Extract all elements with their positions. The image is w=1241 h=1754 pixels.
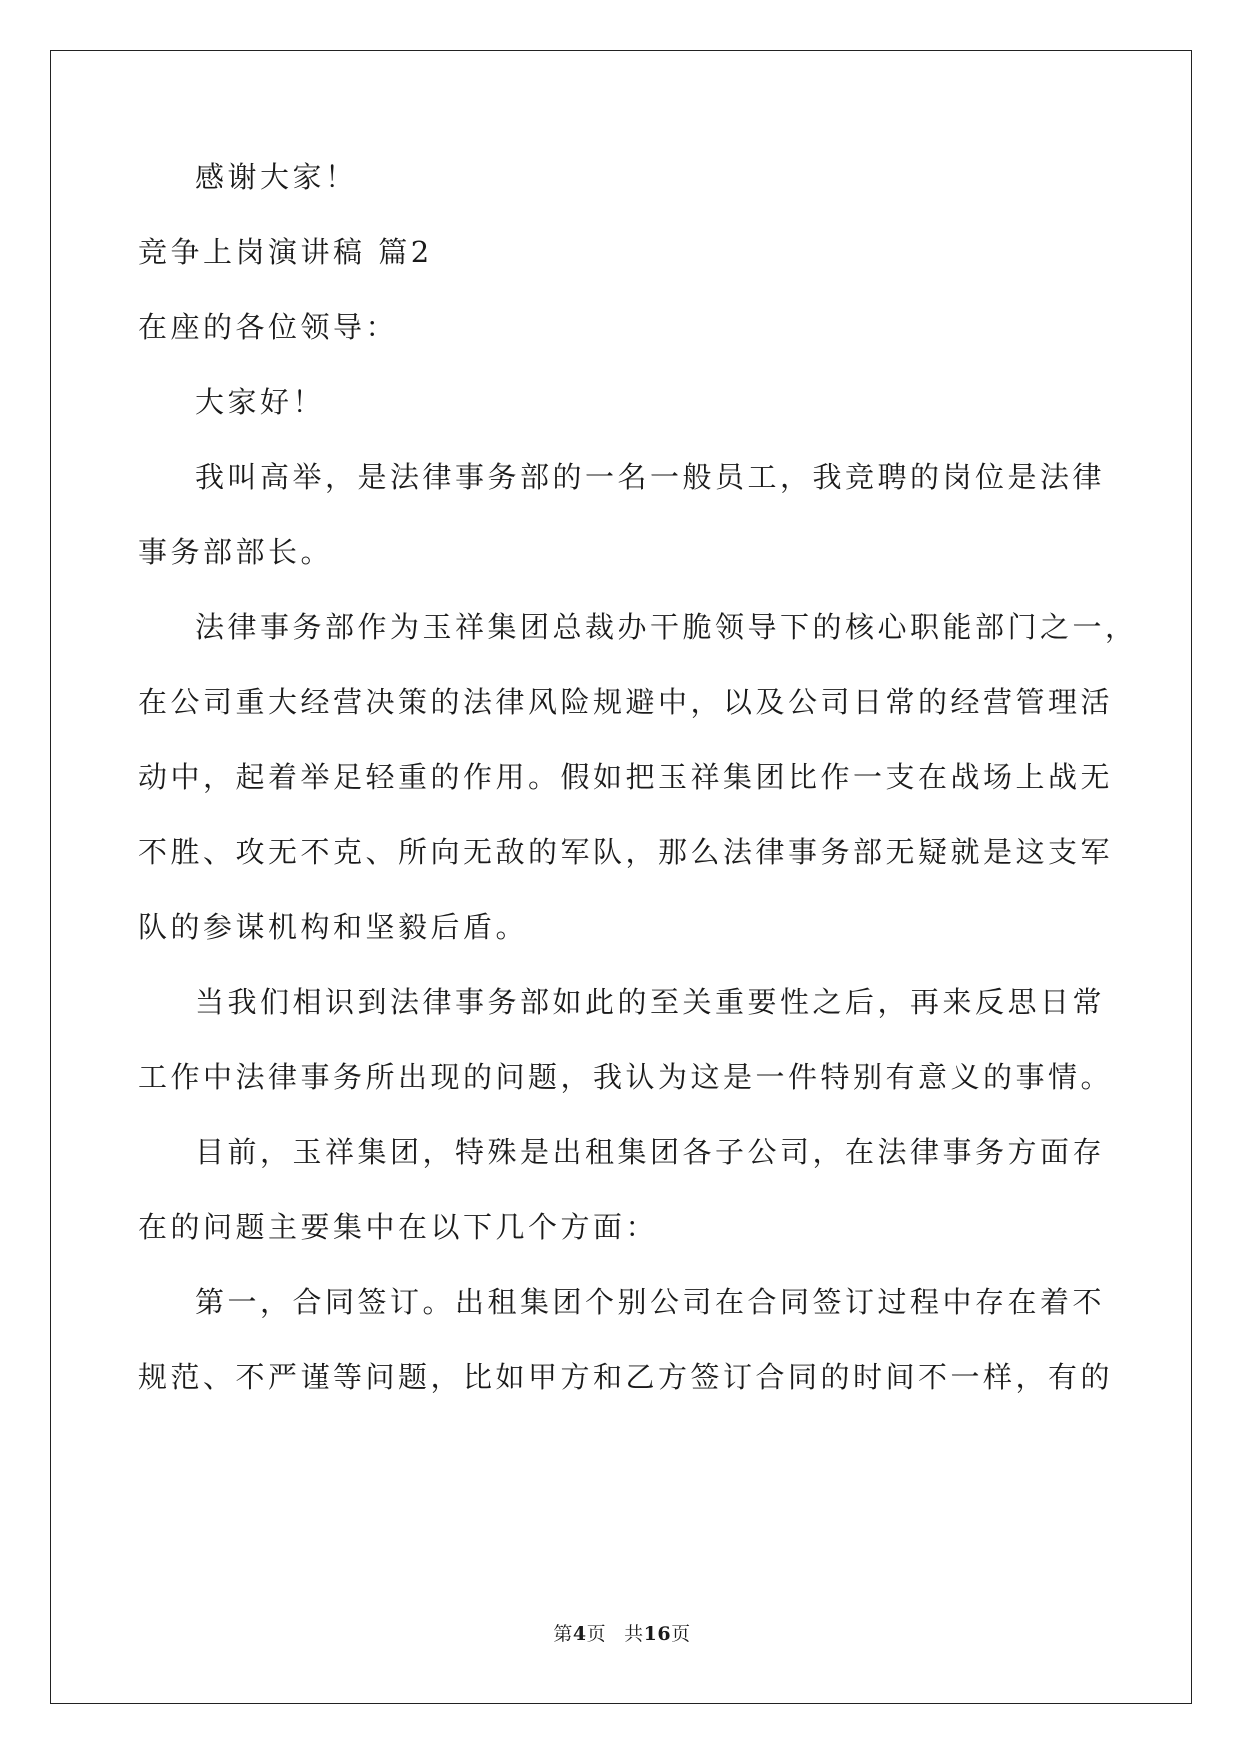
footer-prefix: 第 bbox=[553, 1623, 573, 1645]
text-line: 法律事务部作为玉祥集团总裁办干脆领导下的核心职能部门之一， bbox=[195, 610, 1138, 644]
text-line: 当我们相识到法律事务部如此的至关重要性之后，再来反思日常 bbox=[195, 985, 1106, 1019]
footer-page-number: 4 bbox=[572, 1623, 587, 1645]
text-line: 大家好！ bbox=[195, 385, 326, 419]
footer-total-pages: 16 bbox=[643, 1623, 672, 1645]
page-footer bbox=[51, 1623, 1193, 1645]
text-line: 第一，合同签订。出租集团个别公司在合同签订过程中存在着不 bbox=[195, 1285, 1106, 1319]
text-line: 在公司重大经营决策的法律风险规避中，以及公司日常的经营管理活 bbox=[138, 685, 1114, 719]
footer-page-suffix: 页 bbox=[586, 1623, 607, 1645]
text-line: 规范、不严谨等问题，比如甲方和乙方签订合同的时间不一样，有的 bbox=[138, 1360, 1114, 1394]
text-line: 队的参谋机构和坚毅后盾。 bbox=[138, 910, 529, 944]
text-line: 不胜、攻无不克、所向无敌的军队，那么法律事务部无疑就是这支军 bbox=[138, 835, 1114, 869]
text-line: 在的问题主要集中在以下几个方面： bbox=[138, 1210, 659, 1244]
text-line: 在座的各位领导： bbox=[138, 310, 399, 344]
text-line: 我叫高举，是法律事务部的一名一般员工，我竞聘的岗位是法律 bbox=[195, 460, 1106, 494]
text-line: 目前，玉祥集团，特殊是出租集团各子公司，在法律事务方面存 bbox=[195, 1135, 1106, 1169]
section-heading: 竞争上岗演讲稿 篇2 bbox=[138, 235, 433, 269]
text-line: 工作中法律事务所出现的问题，我认为这是一件特别有意义的事情。 bbox=[138, 1060, 1114, 1094]
footer-total-prefix: 共 bbox=[624, 1623, 644, 1645]
footer-total-suffix: 页 bbox=[671, 1623, 691, 1645]
text-line: 事务部部长。 bbox=[138, 535, 334, 569]
page-frame bbox=[50, 50, 1192, 1704]
text-line: 动中，起着举足轻重的作用。假如把玉祥集团比作一支在战场上战无 bbox=[138, 760, 1114, 794]
text-line: 感谢大家！ bbox=[195, 160, 358, 194]
